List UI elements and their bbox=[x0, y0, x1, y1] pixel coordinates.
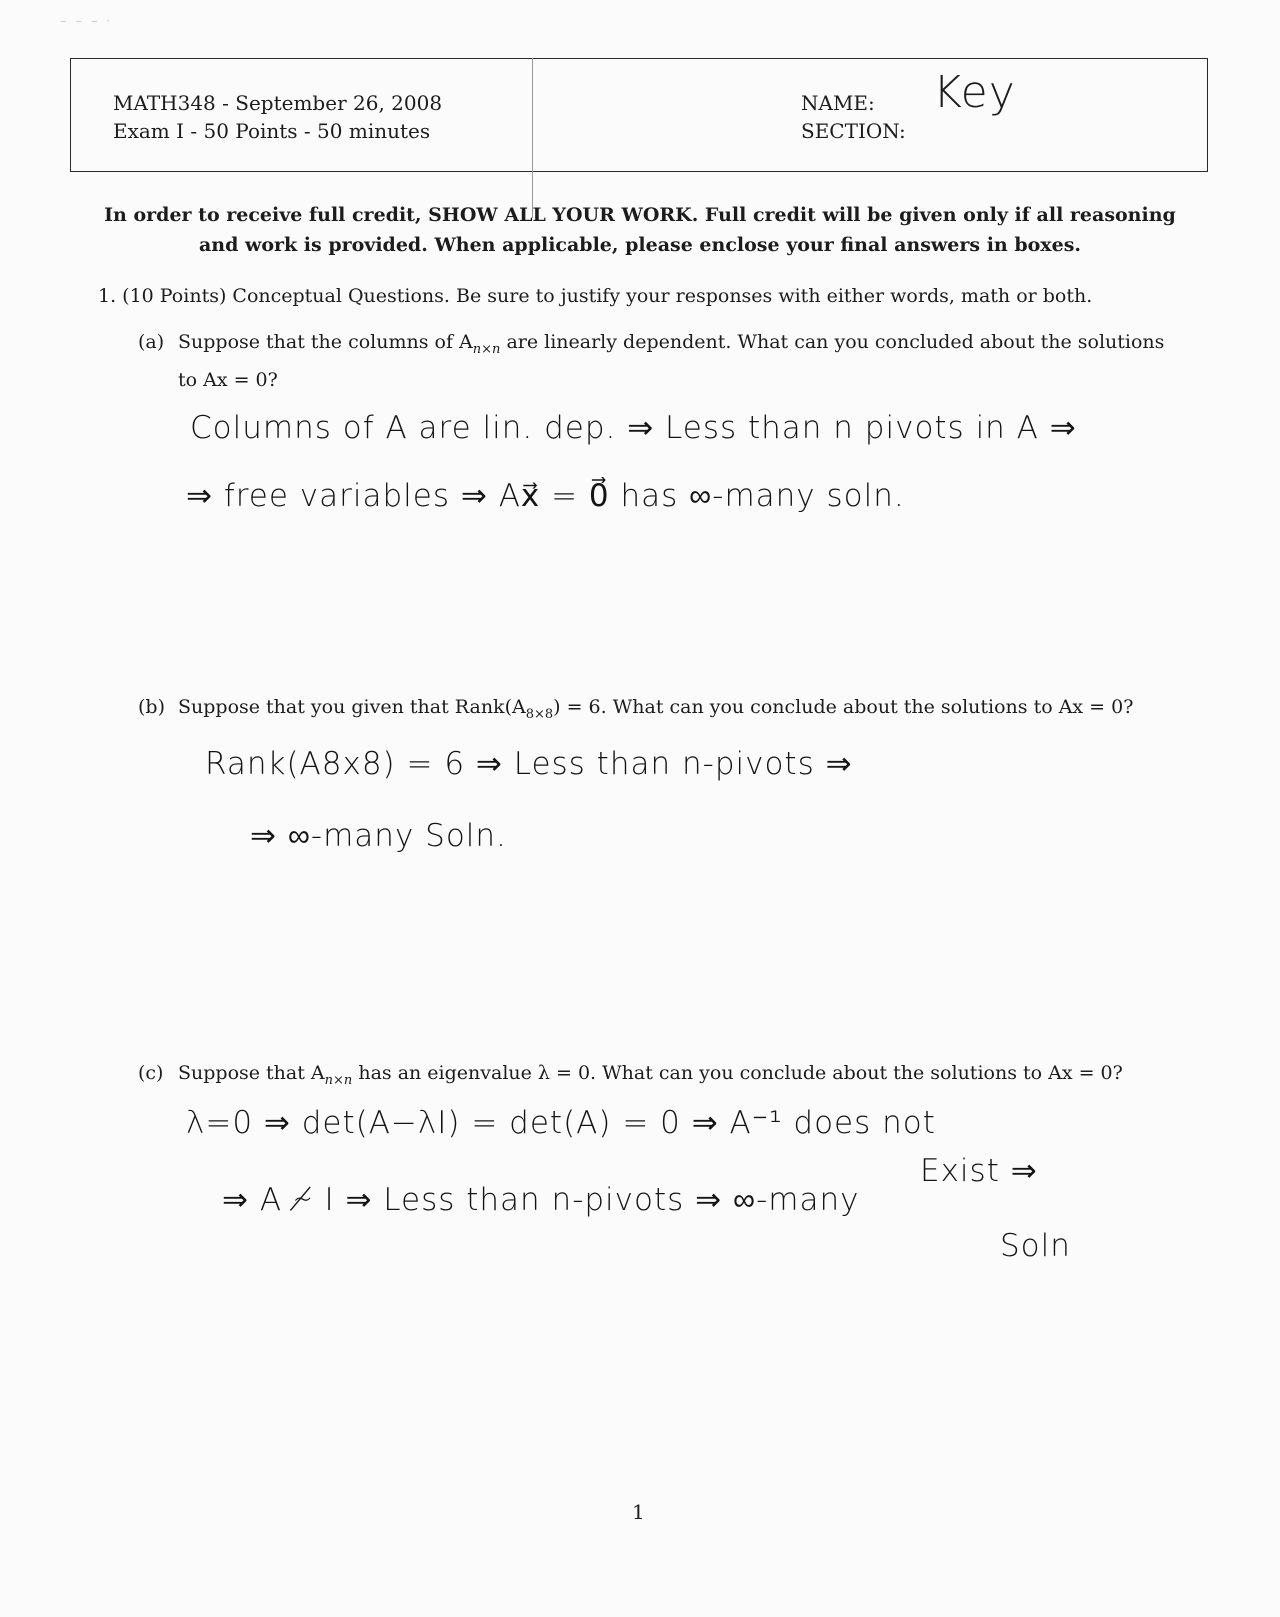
part-a-subscript: n×n bbox=[472, 341, 501, 357]
page-number: 1 bbox=[632, 1500, 645, 1524]
handwritten-name-key: Key bbox=[933, 67, 1016, 118]
section-label: SECTION: bbox=[801, 119, 906, 143]
part-a-text-2: are linearly dependent. What can you concluded about the solutions bbox=[500, 331, 1165, 353]
part-a-text-3: to Ax = 0? bbox=[178, 368, 278, 391]
part-b-label: (b) bbox=[138, 696, 165, 718]
course-info bbox=[113, 89, 442, 145]
part-a-text-1: Suppose that the columns of A bbox=[178, 331, 473, 353]
course-line: MATH348 - September 26, 2008 bbox=[113, 91, 443, 115]
question-1-heading: 1. (10 Points) Conceptual Questions. Be sure to justify your responses with either words, math or both. bbox=[98, 285, 1093, 307]
exam-instructions: In order to receive full credit, SHOW ALL YOUR WORK. Full credit will be given only if all reasoning and work is provided. When applicable, please enclose your final answers in boxes. bbox=[104, 204, 1176, 256]
part-c-answer-line-2: Exist ⇒ bbox=[920, 1153, 1038, 1189]
part-c-text-1: Suppose that A bbox=[178, 1062, 325, 1084]
part-a-answer-line-2: ⇒ free variables ⇒ Ax⃗ = 0⃗ has ∞-many soln. bbox=[186, 478, 905, 514]
part-c-answer-line-4: Soln bbox=[1000, 1228, 1071, 1264]
name-label: NAME: bbox=[801, 91, 875, 115]
part-b-text-2: ) = 6. What can you conclude about the solutions to Ax = 0? bbox=[553, 696, 1134, 718]
part-c-answer-line-1: λ=0 ⇒ det(A−λI) = det(A) = 0 ⇒ A⁻¹ does not bbox=[186, 1105, 936, 1141]
part-b-text-1: Suppose that you given that Rank(A bbox=[178, 696, 526, 718]
part-c-prompt bbox=[138, 1058, 1208, 1096]
part-a-label: (a) bbox=[138, 331, 165, 353]
part-b-prompt bbox=[138, 692, 1208, 730]
part-c-label: (c) bbox=[138, 1062, 164, 1084]
scan-artifact: ‒ ‒ ‒ · bbox=[60, 16, 113, 27]
part-b-answer-line-2: ⇒ ∞-many Soln. bbox=[250, 818, 507, 854]
scan-fold-line bbox=[532, 58, 533, 218]
exam-line: Exam I - 50 Points - 50 minutes bbox=[113, 119, 431, 143]
part-c-text-2: has an eigenvalue λ = 0. What can you conclude about the solutions to Ax = 0? bbox=[352, 1062, 1123, 1084]
part-c-subscript: n×n bbox=[324, 1072, 353, 1088]
part-b-answer-line-1: Rank(A8x8) = 6 ⇒ Less than n-pivots ⇒ bbox=[205, 746, 853, 782]
part-a-prompt bbox=[138, 327, 1208, 395]
part-a-answer-line-1: Columns of A are lin. dep. ⇒ Less than n pivots in A ⇒ bbox=[190, 410, 1077, 446]
student-info bbox=[801, 89, 906, 145]
exam-header-box bbox=[70, 58, 1208, 172]
part-c-answer-line-3: ⇒ A ≁ I ⇒ Less than n-pivots ⇒ ∞-many bbox=[222, 1182, 860, 1218]
part-b-subscript: 8×8 bbox=[525, 706, 554, 722]
